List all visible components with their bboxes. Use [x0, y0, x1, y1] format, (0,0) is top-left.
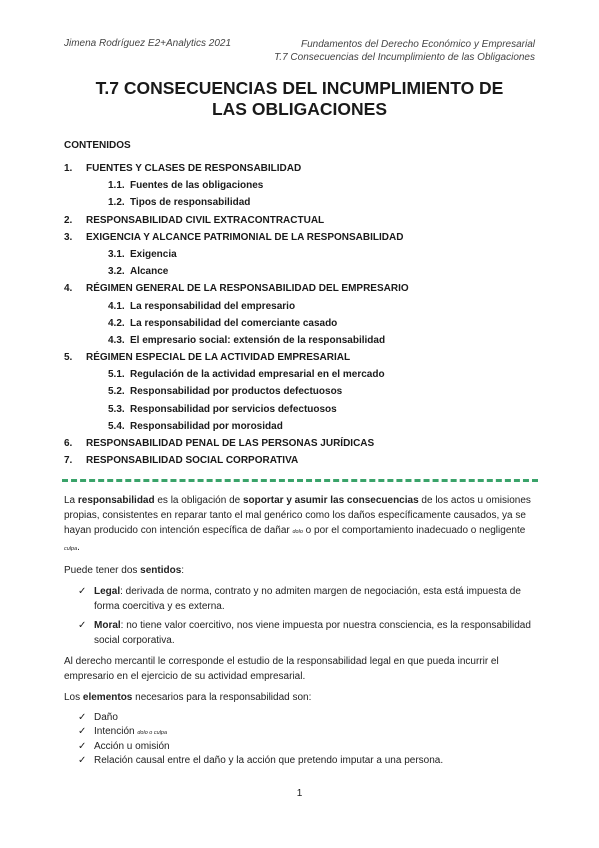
- page-number: 1: [296, 788, 303, 799]
- toc-item-5: [64, 349, 535, 366]
- header-course-title: Fundamentos del Derecho Económico y Empresarial: [301, 39, 535, 50]
- toc-number: 4.1.: [108, 300, 125, 312]
- toc-text: RÉGIMEN GENERAL DE LA RESPONSABILIDAD DEL EMPRESARIO: [86, 283, 409, 295]
- toc-text: Regulación de la actividad empresarial en el mercado: [130, 369, 385, 381]
- paragraph-definition: [64, 493, 536, 557]
- toc-number: 4.2.: [108, 317, 125, 329]
- list-item: [64, 618, 536, 648]
- toc-item-1-1: [64, 177, 535, 194]
- list-item: [64, 584, 536, 614]
- checkmark-icon: ✓: [78, 712, 87, 723]
- bold-term: soportar y asumir las consecuencias: [243, 495, 419, 506]
- toc-text: La responsabilidad del comerciante casado: [130, 317, 338, 329]
- toc-number: 1.2.: [108, 197, 125, 209]
- text-run: Relación causal entre el daño y la acción que pretendo imputar a una persona.: [94, 755, 444, 766]
- table-of-contents: [64, 160, 535, 469]
- header-author: Jimena Rodríguez E2+Analytics 2021: [64, 38, 232, 49]
- toc-number: 4.3.: [108, 334, 125, 346]
- toc-item-7: [64, 452, 535, 469]
- bold-term: Legal: [94, 586, 121, 597]
- toc-number: 3.: [64, 231, 73, 243]
- toc-text: RESPONSABILIDAD SOCIAL CORPORATIVA: [86, 455, 299, 467]
- text-run: Puede tener dos: [64, 565, 141, 576]
- list-item: [64, 725, 536, 740]
- section-divider: [62, 479, 538, 482]
- document-body: [64, 493, 536, 768]
- toc-item-4-1: [64, 298, 535, 315]
- toc-text: Alcance: [130, 266, 169, 278]
- checkmark-icon: ✓: [78, 620, 87, 631]
- text-run: :: [181, 565, 185, 576]
- toc-item-1-2: [64, 194, 535, 211]
- toc-number: 5.: [64, 352, 73, 364]
- toc-item-4: [64, 280, 535, 297]
- checkmark-icon: ✓: [78, 586, 87, 597]
- checkmark-icon: ✓: [78, 755, 87, 766]
- toc-text: Responsabilidad por productos defectuosos: [130, 386, 343, 398]
- text-run: Acción u omisión: [94, 741, 170, 752]
- toc-item-1: [64, 160, 535, 177]
- toc-number: 3.1.: [108, 248, 125, 260]
- toc-item-4-2: [64, 315, 535, 332]
- paragraph-senses: [64, 563, 536, 578]
- toc-item-3: [64, 229, 535, 246]
- list-item: [64, 740, 536, 754]
- toc-item-5-2: [64, 383, 535, 400]
- subscript-note: culpa: [64, 546, 78, 552]
- text-run: Daño: [94, 712, 118, 723]
- toc-number: 1.1.: [108, 180, 125, 192]
- text-run: o por el comportamiento inadecuado o negligente: [302, 525, 526, 536]
- toc-text: La responsabilidad del empresario: [130, 300, 296, 312]
- toc-text: Exigencia: [130, 248, 177, 260]
- toc-text: El empresario social: extensión de la responsabilidad: [130, 334, 386, 346]
- list-item: [64, 711, 536, 725]
- toc-text: FUENTES Y CLASES DE RESPONSABILIDAD: [86, 163, 302, 174]
- toc-text: RÉGIMEN ESPECIAL DE LA ACTIVIDAD EMPRESARIAL: [86, 352, 351, 364]
- toc-item-5-1: [64, 366, 535, 383]
- page-header: [64, 38, 535, 68]
- bold-term: responsabilidad: [77, 495, 155, 506]
- elements-list: [64, 711, 536, 768]
- text-run: : no tiene valor coercitivo, nos viene impuesta por nuestra consciencia, es la responsabilidad social corporativa.: [94, 620, 531, 646]
- senses-list: [64, 584, 536, 648]
- toc-text: Responsabilidad por servicios defectuosos: [130, 403, 337, 415]
- toc-number: 3.2.: [108, 266, 125, 278]
- toc-item-6: [64, 435, 535, 452]
- subscript-note: dolo o culpa: [137, 730, 168, 736]
- toc-item-3-2: [64, 263, 535, 280]
- toc-number: 5.1.: [108, 369, 125, 381]
- checkmark-icon: ✓: [78, 726, 87, 737]
- text-run: : derivada de norma, contrato y no admiten margen de negociación, esta está impuesta de forma coercitiva y es externa.: [94, 586, 521, 612]
- bold-term: sentidos: [140, 565, 182, 576]
- toc-item-3-1: [64, 246, 535, 263]
- toc-text: Responsabilidad por morosidad: [130, 420, 283, 432]
- toc-text: RESPONSABILIDAD CIVIL EXTRACONTRACTUAL: [86, 214, 325, 226]
- toc-number: 6.: [64, 438, 73, 449]
- text-run: es la obligación de: [154, 495, 243, 506]
- title-line-1: T.7 CONSECUENCIAS DEL INCUMPLIMIENTO DE: [95, 78, 504, 98]
- text-run: La: [64, 495, 78, 506]
- subscript-note: dolo: [292, 529, 303, 535]
- toc-text: RESPONSABILIDAD PENAL DE LAS PERSONAS JURÍDICAS: [86, 438, 375, 449]
- document-title: [64, 78, 535, 120]
- text-run: de los actos u omisiones propias, consistentes en reparar tanto el mal genérico como los daños específicamente causados, ya se hayan producido con intención específica de dañar: [64, 495, 531, 536]
- toc-number: 4.: [64, 283, 73, 295]
- toc-item-2: [64, 212, 535, 229]
- text-run: .: [77, 542, 80, 553]
- text-run: Los: [64, 692, 83, 703]
- contents-heading: CONTENIDOS: [64, 140, 131, 151]
- paragraph-elements: [64, 690, 536, 705]
- header-course: [274, 38, 535, 64]
- paragraph-mercantile: Al derecho mercantil le corresponde el estudio de la responsabilidad legal en que pueda incurrir el empresario en el ejercicio de su actividad empresarial.: [64, 656, 499, 682]
- toc-item-4-3: [64, 332, 535, 349]
- toc-number: 2.: [64, 214, 73, 226]
- checkmark-icon: ✓: [78, 741, 87, 752]
- text-run: Intención: [94, 726, 138, 737]
- bold-term: Moral: [94, 620, 121, 631]
- title-line-2: LAS OBLIGACIONES: [211, 99, 387, 119]
- toc-number: 1.: [64, 163, 73, 174]
- toc-text: EXIGENCIA Y ALCANCE PATRIMONIAL DE LA RESPONSABILIDAD: [86, 231, 404, 243]
- list-item: [64, 754, 536, 768]
- toc-number: 5.4.: [108, 420, 125, 432]
- text-run: necesarios para la responsabilidad son:: [132, 692, 312, 703]
- toc-item-5-3: [64, 401, 535, 418]
- toc-item-5-4: [64, 418, 535, 435]
- toc-number: 7.: [64, 455, 73, 467]
- toc-number: 5.2.: [108, 386, 125, 398]
- header-topic-title: T.7 Consecuencias del Incumplimiento de las Obligaciones: [274, 52, 535, 63]
- toc-text: Tipos de responsabilidad: [130, 197, 251, 209]
- toc-number: 5.3.: [108, 403, 125, 415]
- bold-term: elementos: [82, 692, 133, 703]
- toc-text: Fuentes de las obligaciones: [130, 180, 264, 192]
